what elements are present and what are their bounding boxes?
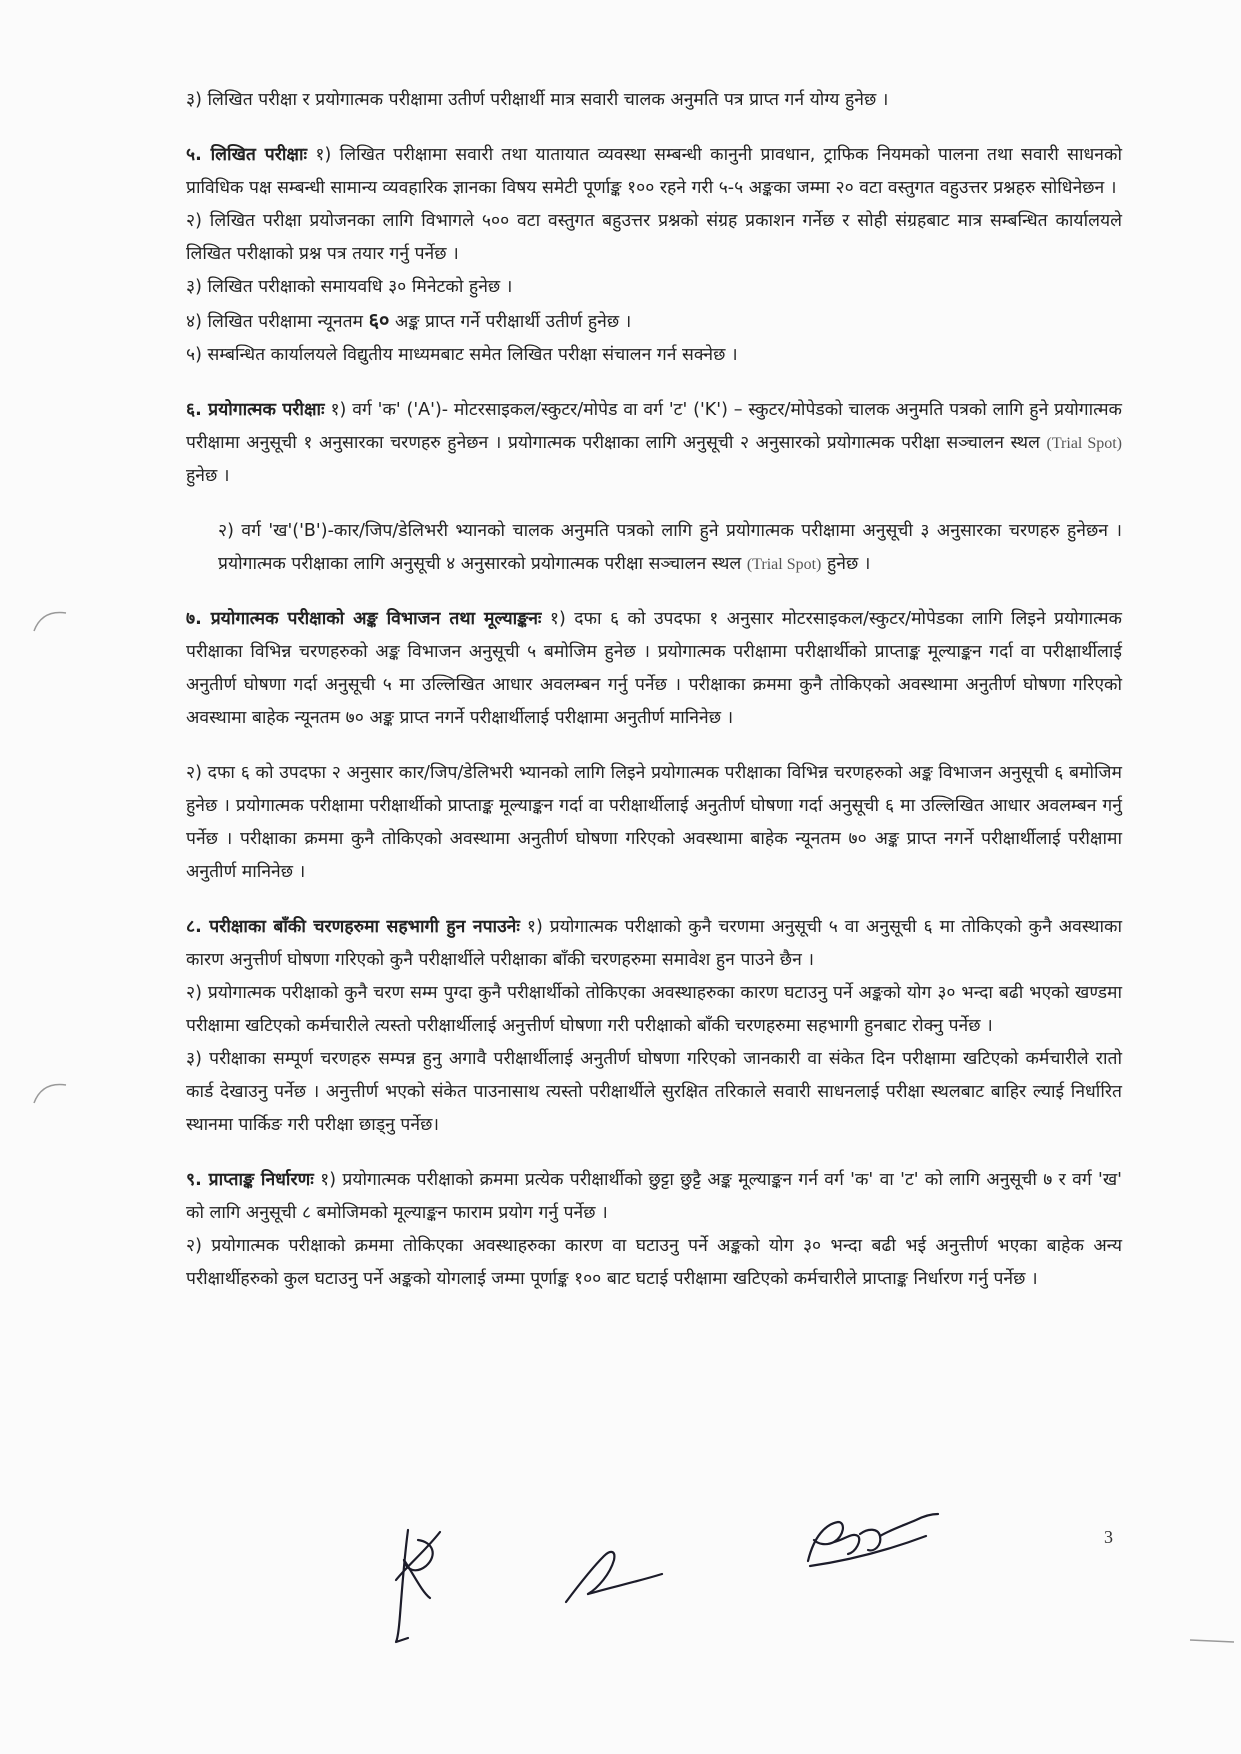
document-body xyxy=(186,84,1122,1296)
signature-2 xyxy=(558,1538,668,1608)
clause-7-2: २) दफा ६ को उपदफा २ अनुसार कार/जिप/डेलिभरी भ्यानको लागि लिइने प्रयोगात्मक परीक्षाका विभिन्न चरणहरुको अङ्क विभाजन अनुसूची ६ बमोजिम हुनेछ । प्रयोगात्मक परीक्षामा परीक्षार्थीको प्राप्ताङ्क मूल्याङ्कन गर्दा वा परीक्षार्थीलाई अनुतीर्ण घोषणा गर्दा अनुसूची ६ मा उल्लिखित आधार अवलम्बन गर्नु पर्नेछ । परीक्षाका क्रममा कुनै तोकिएको अवस्थामा अनुतीर्ण घोषणा गरिएको अवस्थामा बाहेक न्यूनतम ७० अङ्क प्राप्त नगर्ने परीक्षार्थीलाई परीक्षामा अनुतीर्ण मानिनेछ । xyxy=(186,763,1122,882)
clause-8-2: २) प्रयोगात्मक परीक्षाको कुनै चरण सम्म पुग्दा कुनै परीक्षार्थीको तोकिएका अवस्थाहरुका कारण घटाउनु पर्ने अङ्कको योग ३० भन्दा बढी भएको खण्डमा परीक्षामा खटिएको कर्मचारीले त्यस्तो परीक्षार्थीलाई अनुत्तीर्ण घोषणा गरी परीक्षाको बाँकी चरणहरुमा सहभागी हुनबाट रोक्नु पर्नेछ । xyxy=(186,983,1122,1036)
page-number: 3 xyxy=(1104,1527,1113,1547)
section-6: ६. प्रयोगात्मक परीक्षाः १) वर्ग 'क' ('A')- मोटरसाइकल/स्कुटर/मोपेड वा वर्ग 'ट' ('K') – स्कुटर/मोपेडको चालक अनुमति पत्रको लागि हुने प्रयोगात्मक परीक्षामा अनुसूची १ अनुसारका चरणहरु हुनेछन । प्रयोगात्मक परीक्षाका लागि अनुसूची २ अनुसारको प्रयोगात्मक परीक्षा सञ्चालन स्थल (Trial Spot) हुनेछ । xyxy=(186,400,1123,486)
scan-edge-mark xyxy=(1188,1630,1238,1650)
clause-7-1: १) दफा ६ को उपदफा १ अनुसार मोटरसाइकल/स्कुटर/मोपेडका लागि लिइने प्रयोगात्मक परीक्षाका विभिन्न चरणहरुको अङ्क विभाजन अनुसूची ५ बमोजिम हुनेछ । प्रयोगात्मक परीक्षामा परीक्षार्थीको प्राप्ताङ्क मूल्याङ्कन गर्दा वा परीक्षार्थीलाई अनुतीर्ण घोषणा गर्दा अनुसूची ५ मा उल्लिखित आधार अवलम्बन गर्नु पर्नेछ । परीक्षाका क्रममा कुनै तोकिएको अवस्थामा अनुतीर्ण घोषणा गरिएको अवस्थामा बाहेक न्यूनतम ७० अङ्क प्राप्त नगर्ने परीक्षार्थीलाई परीक्षामा अनुतीर्ण मानिनेछ । xyxy=(186,609,1122,728)
clause-5-4: ४) लिखित परीक्षामा न्यूनतम ६० अङ्क प्राप्त गर्ने परीक्षार्थी उतीर्ण हुनेछ । xyxy=(186,308,632,332)
scan-hole-mark xyxy=(30,605,70,635)
clause-5-2: २) लिखित परीक्षा प्रयोजनका लागि विभागले ५०० वटा वस्तुगत बहुउत्तर प्रश्नको संग्रह प्रकाशन गर्नेछ र सोही संग्रहबाट मात्र सम्बन्धित कार्यालयले लिखित परीक्षाको प्रश्न पत्र तयार गर्नु पर्नेछ । xyxy=(186,211,1122,264)
clause-6-2: २) वर्ग 'ख'('B')-कार/जिप/डेलिभरी भ्यानको चालक अनुमति पत्रको लागि हुने प्रयोगात्मक परीक्षामा अनुसूची ३ अनुसारका चरणहरु हुनेछन । प्रयोगात्मक परीक्षाका लागि अनुसूची ४ अनुसारको प्रयोगात्मक परीक्षा सञ्चालन स्थल (Trial Spot) हुनेछ । xyxy=(218,521,1122,574)
clause-4-3: ३) लिखित परीक्षा र प्रयोगात्मक परीक्षामा उतीर्ण परीक्षार्थी मात्र सवारी चालक अनुमति पत्र प्राप्त गर्न योग्य हुनेछ । xyxy=(186,90,889,110)
clause-5-3: ३) लिखित परीक्षाको समायवधि ३० मिनेटको हुनेछ । xyxy=(186,277,513,297)
signature-1 xyxy=(378,1520,458,1650)
clause-8-3: ३) परीक्षाका सम्पूर्ण चरणहरु सम्पन्न हुनु अगावै परीक्षार्थीलाई अनुतीर्ण घोषणा गरिएको जानकारी वा संकेत दिन परीक्षामा खटिएको कर्मचारीले रातो कार्ड देखाउनु पर्नेछ । अनुत्तीर्ण भएको संकेत पाउनासाथ त्यस्तो परीक्षार्थीले सुरक्षित तरिकाले सवारी साधनलाई परीक्षा स्थलबाट बाहिर ल्याई निर्धारित स्थानमा पार्किङ गरी परीक्षा छाड्नु पर्नेछ। xyxy=(186,1049,1122,1135)
clause-6-1: १) वर्ग 'क' ('A')- मोटरसाइकल/स्कुटर/मोपेड वा वर्ग 'ट' ('K') – स्कुटर/मोपेडको चालक अनुमति पत्रको लागि हुने प्रयोगात्मक परीक्षामा अनुसूची १ अनुसारका चरणहरु हुनेछन । प्रयोगात्मक परीक्षाका लागि अनुसूची २ अनुसारको प्रयोगात्मक परीक्षा सञ्चालन स्थल xyxy=(186,400,1122,453)
section-7 xyxy=(186,603,1122,735)
section-7-heading: ७. प्रयोगात्मक परीक्षाको अङ्क विभाजन तथा मूल्याङ्कनः xyxy=(186,609,542,629)
section-6-heading: ६. प्रयोगात्मक परीक्षाः xyxy=(186,400,325,420)
handwritten-score: ६० xyxy=(368,308,390,332)
section-8-heading: ८. परीक्षाका बाँकी चरणहरुमा सहभागी हुन नपाउनेः xyxy=(186,917,520,937)
clause-8-1: १) प्रयोगात्मक परीक्षाको कुनै चरणमा अनुसूची ५ वा अनुसूची ६ मा तोकिएको कुनै अवस्थाका कारण अनुत्तीर्ण घोषणा गरिएको कुनै परीक्षार्थीले परीक्षाका बाँकी चरणहरुमा समावेश हुन पाउने छैन । xyxy=(186,917,1122,970)
clause-9-2: २) प्रयोगात्मक परीक्षाको क्रममा तोकिएका अवस्थाहरुका कारण वा घटाउनु पर्ने अङ्कको योग ३० भन्दा बढी भई अनुत्तीर्ण भएका बाहेक अन्य परीक्षार्थीहरुको कुल घटाउनु पर्ने अङ्कको योगलाई जम्मा पूर्णाङ्क १०० बाट घटाई परीक्षामा खटिएको कर्मचारीले प्राप्ताङ्क निर्धारण गर्नु पर्नेछ । xyxy=(186,1236,1122,1289)
signature-3 xyxy=(798,1506,948,1576)
section-9-heading: ९. प्राप्ताङ्क निर्धारणः xyxy=(186,1170,314,1190)
section-5-heading: ५. लिखित परीक्षाः xyxy=(186,145,308,165)
section-8 xyxy=(186,911,1122,977)
clause-5-1: १) लिखित परीक्षामा सवारी तथा यातायात व्यवस्था सम्बन्धी कानुनी प्रावधान, ट्राफिक नियमको पालना तथा सवारी साधनको प्राविधिक पक्ष सम्बन्धी सामान्य व्यवहारिक ज्ञानका विषय समेटी पूर्णाङ्क १०० रहने गरी ५-५ अङ्कका जम्मा २० वटा वस्तुगत वहुउत्तर प्रश्नहरु सोधिनेछन । xyxy=(186,145,1122,198)
section-5 xyxy=(186,139,1122,205)
clause-5-5: ५) सम्बन्धित कार्यालयले विद्युतीय माध्यमबाट समेत लिखित परीक्षा संचालन गर्न सक्नेछ । xyxy=(186,345,738,365)
scan-hole-mark xyxy=(30,1077,70,1107)
clause-9-1: १) प्रयोगात्मक परीक्षाको क्रममा प्रत्येक परीक्षार्थीको छुट्टा छुट्टै अङ्क मूल्याङ्कन गर्न वर्ग 'क' वा 'ट' को लागि अनुसूची ७ र वर्ग 'ख' को लागि अनुसूची ८ बमोजिमको मूल्याङ्कन फाराम प्रयोग गर्नु पर्नेछ । xyxy=(186,1170,1122,1223)
section-9 xyxy=(186,1164,1122,1230)
